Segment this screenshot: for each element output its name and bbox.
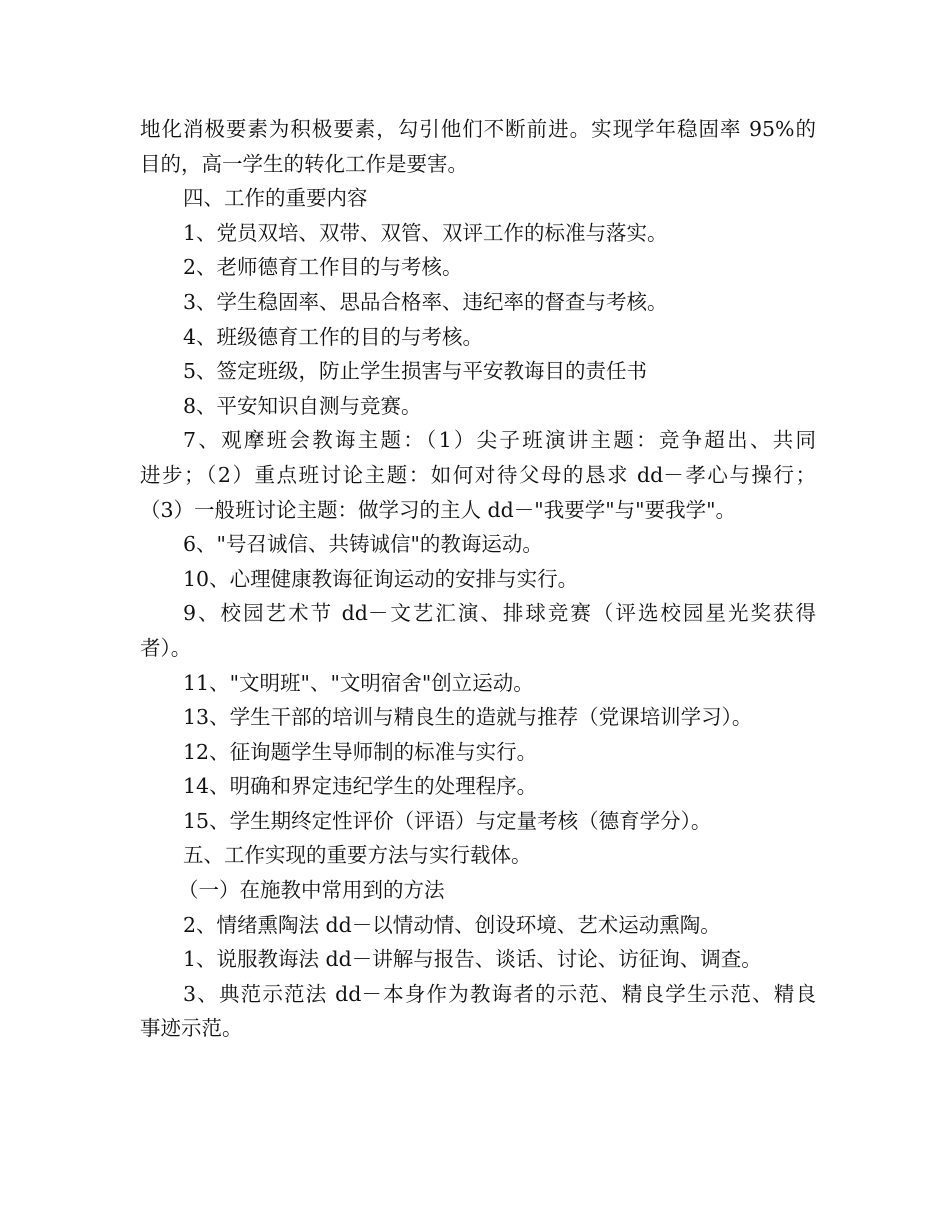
list-item: 2、情绪熏陶法 dd－以情动情、创设环境、艺术运动熏陶。 xyxy=(183,912,721,937)
list-item: 9、校园艺术节 dd－文艺汇演、排球竞赛（评选校园星光奖获得 xyxy=(183,601,816,626)
list-item: 2、老师德育工作目的与考核。 xyxy=(183,255,463,280)
list-item: 10、心理健康教诲征询运动的安排与实行。 xyxy=(183,566,579,591)
section-heading: 四、工作的重要内容 xyxy=(183,186,368,211)
list-item-continuation: 事迹示范。 xyxy=(140,1016,243,1041)
document-body xyxy=(140,112,816,1046)
list-item-continuation: 进步；（2）重点班讨论主题：如何对待父母的恳求 dd－孝心与操行； xyxy=(140,462,816,487)
subsection-heading: （一）在施教中常用到的方法 xyxy=(178,878,445,903)
list-item: 13、学生干部的培训与精良生的造就与推荐（党课培训学习）。 xyxy=(183,705,753,730)
list-item: 11、"文明班"、"文明宿舍"创立运动。 xyxy=(183,670,534,695)
list-item: 15、学生期终定性评价（评语）与定量考核（德育学分）。 xyxy=(183,808,712,833)
list-item-continuation: 者）。 xyxy=(140,635,192,660)
list-item: 5、签定班级，防止学生损害与平安教诲目的责任书 xyxy=(183,359,648,384)
list-item-continuation: （3）一般班讨论主题：做学习的主人 dd－"我要学"与"要我学"。 xyxy=(140,497,737,522)
list-item: 4、班级德育工作的目的与考核。 xyxy=(183,324,484,349)
list-item: 12、征询题学生导师制的标准与实行。 xyxy=(183,739,538,764)
list-item: 1、说服教诲法 dd－讲解与报告、谈话、讨论、访征询、调查。 xyxy=(183,947,762,972)
list-item: 14、明确和界定违纪学生的处理程序。 xyxy=(183,774,538,799)
list-item: 6、"号召诚信、共铸诚信"的教诲运动。 xyxy=(183,532,543,557)
list-item: 3、学生稳固率、思品合格率、违纪率的督查与考核。 xyxy=(183,289,668,314)
section-heading: 五、工作实现的重要方法与实行载体。 xyxy=(183,843,532,868)
paragraph-line: 地化消极要素为积极要素，勾引他们不断前进。实现学年稳固率 95%的 xyxy=(140,117,816,141)
paragraph-line: 目的，高一学生的转化工作是要害。 xyxy=(140,151,468,176)
list-item: 3、典范示范法 dd－本身作为教诲者的示范、精良学生示范、精良 xyxy=(183,981,816,1006)
list-item: 8、平安知识自测与竞赛。 xyxy=(183,393,422,418)
list-item: 1、党员双培、双带、双管、双评工作的标准与落实。 xyxy=(183,220,668,245)
list-item: 7、观摩班会教诲主题：（1）尖子班演讲主题：竞争超出、共同 xyxy=(183,428,816,453)
